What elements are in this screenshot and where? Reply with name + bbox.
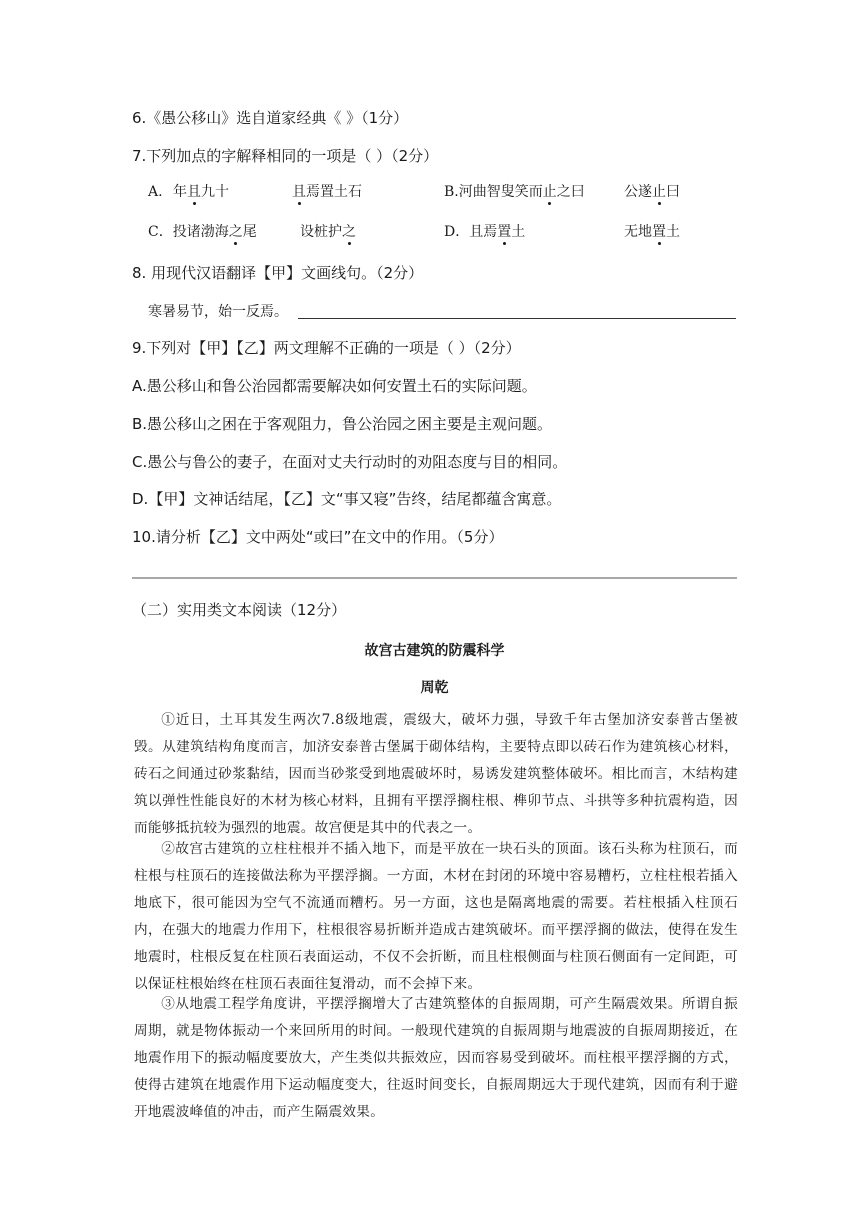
dotted-char: 且 [292,184,306,200]
option-b-1: B.河曲智叟笑而止之曰 [444,184,585,200]
dotted-char: 之 [228,224,243,240]
paragraph-1: ①近日，土耳其发生两次7.8级地震，震级大，破坏力强，导致千年古堡加济安泰普古堡被毁。从建筑结构角度而言，加济安泰普古堡属于砌体结构，主要特点即以砖石作为建筑核心材料，砖石之间通过砂浆黏结，因而当砂浆受到地震破坏时，易诱发建筑整体破坏。相比而言，木结构建筑以弹性性能良好的木材为核心材料，且拥有平摆浮搁柱根、榫卯节点、斗拱等多种抗震构造，因而能够抵抗较为强烈的地震。故宫便是其中的代表之一。 [134,712,738,836]
question-9-option-a: A.愚公移山和鲁公治园都需要解决如何安置土石的实际问题。 [132,377,537,395]
option-c-label: C． [148,224,173,240]
section-divider [132,577,737,579]
option-b-label: B. [444,184,459,200]
question-9-option-c: C.愚公与鲁公的妻子，在面对丈夫行动时的劝阻态度与目的相同。 [132,453,568,471]
question-9-stem: 9.下列对【甲】【乙】两文理解不正确的一项是（ ）（2分） [132,339,521,357]
option-d-2: 无地置土 [624,224,680,240]
question-9-option-d: D.【甲】文神话结尾，【乙】文“事又寝”告终，结尾都蕴含寓意。 [132,490,562,508]
dotted-char: 置 [497,224,512,240]
question-8-sentence: 寒暑易节，始一反焉。 [148,304,288,320]
article-title: 故宫古建筑的防震科学 [364,643,505,659]
question-7-stem: 7.下列加点的字解释相同的一项是（ ）（2分） [132,147,439,165]
dotted-char: 且 [187,184,202,200]
option-a-1: A. 年且九十 [148,184,230,200]
option-c-1: C．投诸渤海之尾 [148,224,257,240]
option-d-label: D． [444,224,470,240]
section-heading: （二）实用类文本阅读（12分） [132,601,347,619]
question-8-stem: 8. 用现代汉语翻译【甲】文画线句。（2分） [132,264,424,282]
question-10: 10.请分析【乙】文中两处“或曰”在文中的作用。（5分） [132,528,504,546]
option-d-1: D．且焉置土 [444,224,526,240]
answer-line[interactable] [298,318,736,319]
paragraph-3: ③从地震工程学角度讲，平摆浮搁增大了古建筑整体的自振周期，可产生隔震效果。所谓自振周期，就是物体振动一个来回所用的时间。一般现代建筑的自振周期与地震波的自振周期接近，在地震作用下的振动幅度要放大，产生类似共振效应，因而容易受到破坏。而柱根平摆浮搁的方式，使得古建筑在地震作用下运动幅度变大，往返时间变长，自振周期远大于现代建筑，因而有利于避开地震波峰值的冲击，而产生隔震效果。 [134,996,738,1120]
question-9-option-b: B.愚公移山之困在于客观阻力，鲁公治园之困主要是主观问题。 [132,415,553,433]
option-c-2: 设桩护之 [300,224,356,240]
option-b-2: 公遂止曰 [624,184,680,200]
dotted-char: 止 [542,184,557,200]
dotted-char: 止 [652,184,666,200]
dotted-char: 之 [342,224,356,240]
article-author: 周乾 [420,680,449,696]
dotted-char: 置 [652,224,666,240]
paragraph-2: ②故宫古建筑的立柱柱根并不插入地下，而是平放在一块石头的顶面。该石头称为柱顶石，而柱根与柱顶石的连接做法称为平摆浮搁。一方面，木材在封闭的环境中容易糟朽，立柱柱根若插入地底下，很可能因为空气不流通而糟朽。另一方面，这也是隔离地震的需要。若柱根插入柱顶石内，在强大的地震力作用下，柱根很容易折断并造成古建筑破坏。而平摆浮搁的做法，使得在发生地震时，柱根反复在柱顶石表面运动，不仅不会折断，而且柱根侧面与柱顶石侧面有一定间距，可以保证柱根始终在柱顶石表面往复滑动，而不会掉下来。 [134,841,738,992]
option-a-2: 且焉置土石 [292,184,362,200]
option-a-label: A. [148,184,163,200]
question-6: 6.《愚公移山》选自道家经典《 》（1分） [132,109,409,127]
